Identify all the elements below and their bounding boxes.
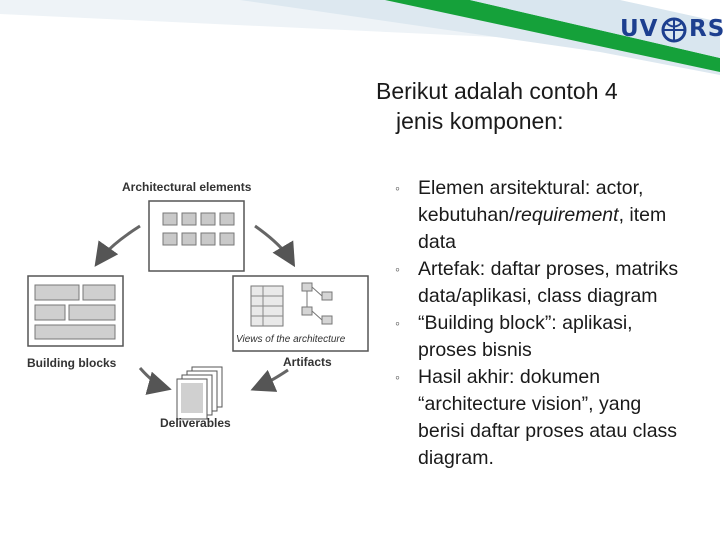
uvers-logo — [616, 14, 725, 48]
header-band — [0, 0, 720, 75]
bullet-item — [393, 256, 693, 310]
label-building-blocks: Building blocks — [27, 356, 117, 370]
slide-title — [376, 76, 696, 136]
bullet-marker-icon: ◦ — [395, 369, 400, 385]
title-line-1: Berikut adalah contoh 4 — [376, 78, 618, 104]
bullet-list — [393, 175, 693, 472]
logo-text-left: UV — [620, 16, 659, 42]
bullet-item — [393, 364, 693, 472]
logo-text-right: RS — [689, 16, 725, 42]
bullet-marker-icon: ◦ — [395, 180, 400, 196]
bullet-marker-icon: ◦ — [395, 261, 400, 277]
architectural-elements-box — [149, 201, 244, 271]
bullet-item — [393, 175, 693, 256]
label-deliverables: Deliverables — [160, 416, 231, 430]
label-views-of-architecture: Views of the architecture — [236, 334, 346, 345]
building-blocks-box — [28, 276, 123, 346]
deliverables-stack — [177, 367, 222, 419]
bullet-text: Artefak: daftar proses, matriks data/aplikasi, class diagram — [418, 258, 679, 307]
architecture-diagram — [20, 170, 370, 445]
bullet-text: requirement — [514, 204, 619, 226]
label-artifacts: Artifacts — [283, 355, 332, 369]
bullet-text: Hasil akhir: dokumen “architecture vision”, yang berisi daftar proses atau class diagram. — [418, 366, 678, 469]
bullet-marker-icon: ◦ — [395, 315, 400, 331]
title-line-2: jenis komponen: — [396, 108, 564, 134]
bullet-text: , item data — [418, 204, 667, 253]
logo-globe-icon — [660, 15, 688, 45]
bullet-text: Elemen arsitektural: actor, kebutuhan/ — [418, 177, 644, 226]
bullet-text: “Building block”: aplikasi, proses bisnis — [418, 312, 633, 361]
bullet-item — [393, 310, 693, 364]
label-architectural-elements: Architectural elements — [122, 180, 252, 194]
